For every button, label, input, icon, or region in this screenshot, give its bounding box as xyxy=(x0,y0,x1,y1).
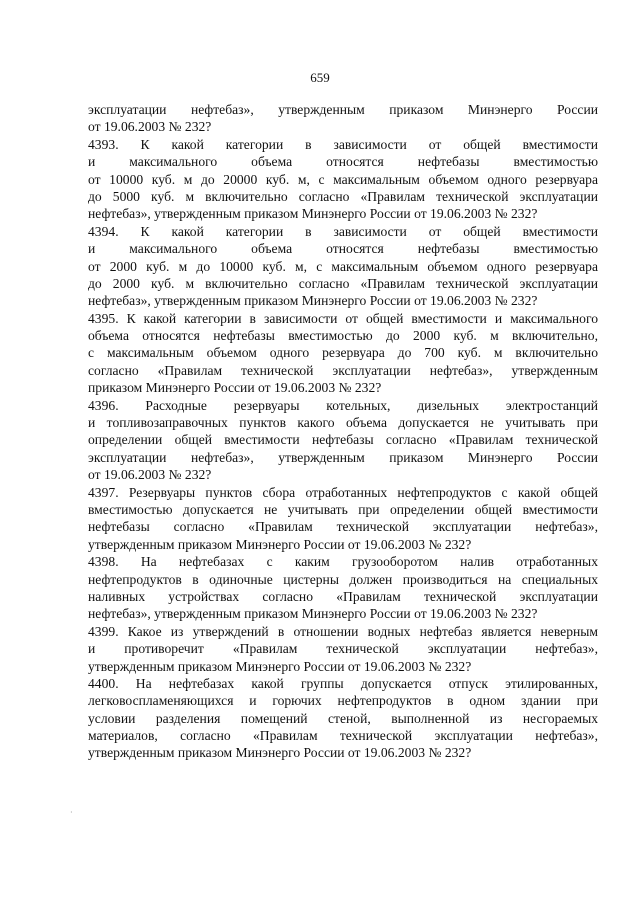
text-line: нефтебаз», утвержденным приказом Минэнерго России от 19.06.2003 № 232? xyxy=(88,606,538,622)
text-line: от 19.06.2003 № 232? xyxy=(88,119,212,135)
question-item xyxy=(88,553,598,623)
question-continuation xyxy=(88,101,598,136)
question-item xyxy=(88,623,598,675)
text-line: утвержденным приказом Минэнерго России от 19.06.2003 № 232? xyxy=(88,658,472,674)
text-line: эксплуатации нефтебаз», утвержденным приказом Минэнерго России xyxy=(88,102,598,117)
text-line: приказом Минэнерго России от 19.06.2003 № 232? xyxy=(88,380,382,396)
page-number: 659 xyxy=(310,70,330,85)
question-item xyxy=(88,484,598,554)
text-line: нефтепродуктов в одиночные цистерны должен производиться на специальных xyxy=(88,571,598,587)
text-line: от 2000 куб. м до 10000 куб. м, с максимальным объемом одного резервуара xyxy=(88,258,598,274)
text-line: 4395. К какой категории в зависимости от общей вместимости и максимального xyxy=(88,310,598,326)
text-line: от 10000 куб. м до 20000 куб. м, с максимальным объемом одного резервуара xyxy=(88,171,598,187)
text-line: 4393. К какой категории в зависимости от общей вместимости xyxy=(88,136,598,152)
text-line: вместимостью допускается не учитывать при определении общей вместимости xyxy=(88,501,598,517)
question-item xyxy=(88,397,598,484)
text-line: эксплуатации нефтебаз», утвержденным приказом Минэнерго России xyxy=(88,449,598,465)
text-line: 4396. Расходные резервуары котельных, дизельных электростанций xyxy=(88,397,598,413)
text-line: и противоречит «Правилам технической эксплуатации нефтебаз», xyxy=(88,641,598,657)
text-line: и максимального объема относятся нефтебазы вместимостью xyxy=(88,154,598,170)
text-line: утвержденным приказом Минэнерго России от 19.06.2003 № 232? xyxy=(88,536,472,552)
question-list xyxy=(88,101,598,762)
text-line: 4400. На нефтебазах какой группы допускается отпуск этилированных, xyxy=(88,675,598,691)
text-line: и максимального объема относятся нефтебазы вместимостью xyxy=(88,241,598,257)
text-line: от 19.06.2003 № 232? xyxy=(88,467,212,483)
text-line: материалов, согласно «Правилам технической эксплуатации нефтебаз», xyxy=(88,728,598,744)
text-line: утвержденным приказом Минэнерго России от 19.06.2003 № 232? xyxy=(88,745,472,761)
text-line: определении общей вместимости нефтебазы согласно «Правилам технической xyxy=(88,432,598,448)
text-line: нефтебазы согласно «Правилам технической эксплуатации нефтебаз», xyxy=(88,519,598,535)
question-item xyxy=(88,136,598,223)
text-line: легковоспламеняющихся и горючих нефтепродуктов в одном здании при xyxy=(88,693,598,709)
text-line: до 5000 куб. м включительно согласно «Правилам технической эксплуатации xyxy=(88,188,598,204)
text-line: нефтебаз», утвержденным приказом Минэнерго России от 19.06.2003 № 232? xyxy=(88,206,538,222)
text-line: объема относятся нефтебазы вместимостью до 2000 куб. м включительно, xyxy=(88,328,598,344)
text-line: с максимальным объемом одного резервуара до 700 куб. м включительно xyxy=(88,345,598,361)
text-line: до 2000 куб. м включительно согласно «Правилам технической эксплуатации xyxy=(88,275,598,291)
text-line: 4398. На нефтебазах с каким грузооборотом налив отработанных xyxy=(88,554,598,570)
question-item xyxy=(88,675,598,762)
text-line: и топливозаправочных пунктов какого объема допускается не учитывать при xyxy=(88,415,598,431)
text-line: условии разделения помещений стеной, выполненной из несгораемых xyxy=(88,710,598,726)
text-line: согласно «Правилам технической эксплуатации нефтебаз», утвержденным xyxy=(88,362,598,378)
question-item xyxy=(88,310,598,397)
scan-speck: · xyxy=(70,808,73,817)
question-item xyxy=(88,223,598,310)
text-line: 4399. Какое из утверждений в отношении водных нефтебаз является неверным xyxy=(88,623,598,639)
text-line: наливных устройствах согласно «Правилам технической эксплуатации xyxy=(88,588,598,604)
text-line: 4397. Резервуары пунктов сбора отработанных нефтепродуктов с какой общей xyxy=(88,484,598,500)
text-line: нефтебаз», утвержденным приказом Минэнерго России от 19.06.2003 № 232? xyxy=(88,293,538,309)
text-line: 4394. К какой категории в зависимости от общей вместимости xyxy=(88,223,598,239)
